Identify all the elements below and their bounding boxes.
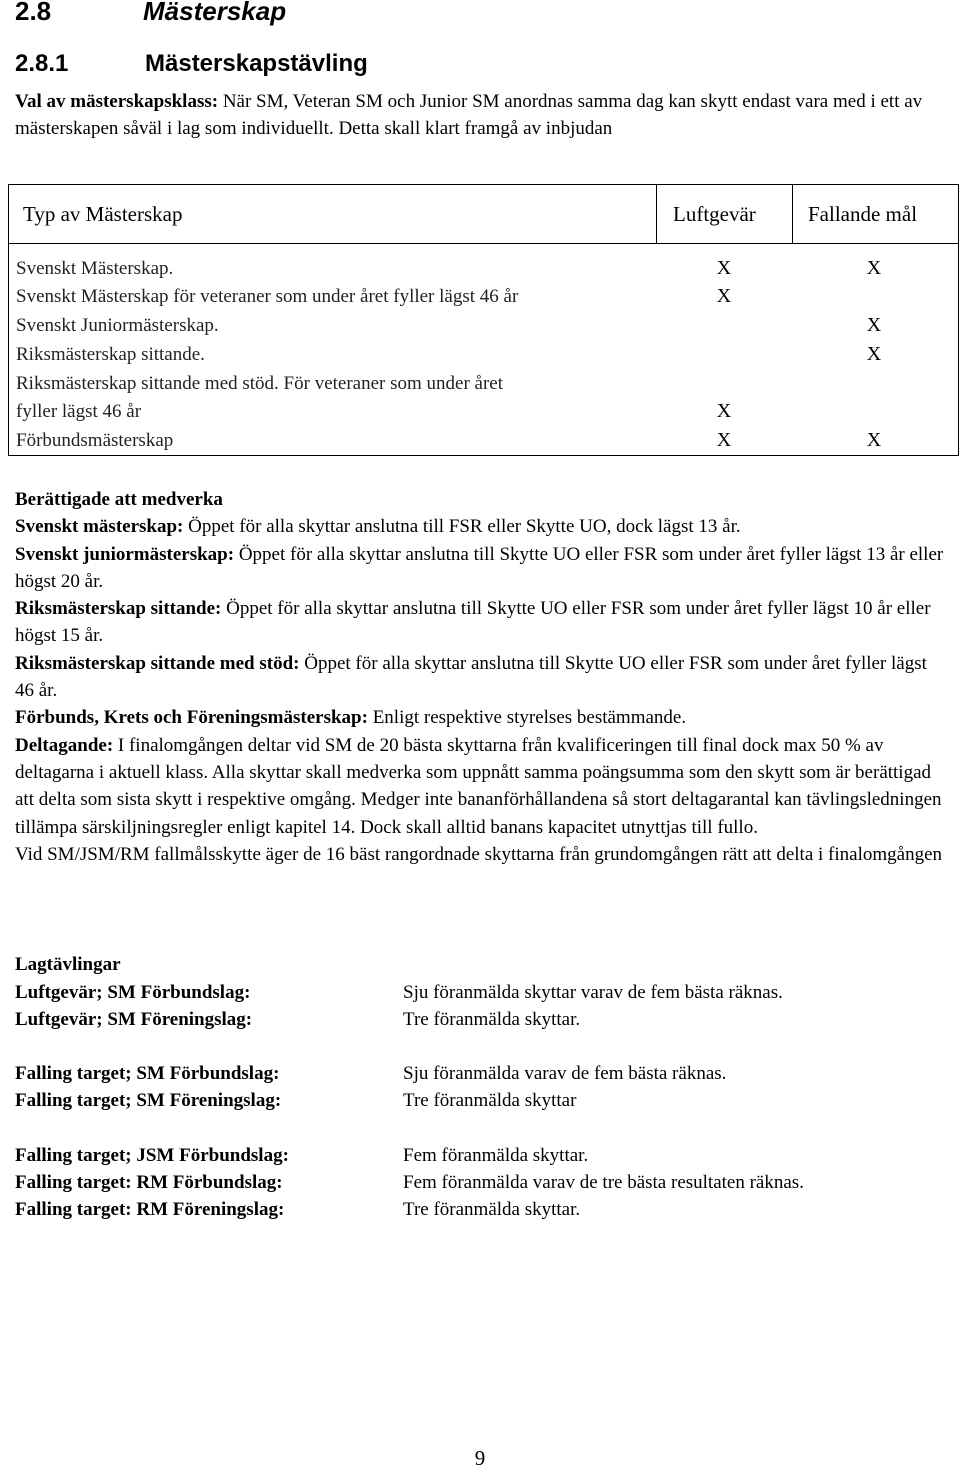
intro-label: Val av mästerskapsklass: — [15, 91, 219, 112]
team-label: Luftgevär; SM Föreningslag: — [15, 1009, 253, 1030]
team-label: Falling target: RM Förbundslag: — [15, 1172, 283, 1193]
table-header-air-rifle: Luftgevär — [673, 202, 756, 226]
eligibility-item: Svenskt mästerskap: Öppet för alla skyttar anslutna till FSR eller Skytte UO, dock lägst 13 år. — [15, 516, 741, 538]
eligibility-item: Riksmästerskap sittande: Öppet för alla skyttar anslutna till Skytte UO eller FSR som under året fyller lägst 10 år eller högst 15 år. — [15, 598, 931, 647]
team-label: Luftgevär; SM Förbundslag: — [15, 982, 251, 1003]
table-mark: X — [716, 400, 732, 422]
eligibility-section — [15, 486, 950, 868]
team-value: Tre föranmälda skyttar — [403, 1090, 577, 1111]
table-divider — [792, 185, 793, 243]
team-label: Falling target; JSM Förbundslag: — [15, 1145, 289, 1166]
team-value: Tre föranmälda skyttar. — [403, 1199, 581, 1220]
table-row-name: Förbundsmästerskap — [16, 430, 174, 451]
table-row-name: Riksmästerskap sittande med stöd. För veteraner som under året — [16, 373, 504, 394]
table-mark: X — [716, 429, 732, 451]
table-mark: X — [866, 314, 882, 336]
subsection-title: Mästerskapstävling — [145, 50, 368, 77]
table-mark: X — [866, 257, 882, 279]
table-mark: X — [866, 429, 882, 451]
championship-table — [8, 184, 959, 456]
team-value: Fem föranmälda skyttar. — [403, 1145, 589, 1166]
table-mark: X — [716, 285, 732, 307]
table-header-falling-target: Fallande mål — [808, 202, 918, 226]
table-divider — [656, 185, 657, 243]
team-label: Falling target; SM Förbundslag: — [15, 1063, 280, 1084]
subsection-number: 2.8.1 — [15, 50, 69, 77]
eligibility-item: Förbunds, Krets och Föreningsmästerskap: Enligt respektive styrelses bestämmande. — [15, 707, 687, 729]
team-value: Sju föranmälda varav de fem bästa räknas. — [403, 1063, 727, 1084]
team-label: Falling target: RM Föreningslag: — [15, 1199, 285, 1220]
intro-text: När SM, Veteran SM och Junior SM anordnas samma dag kan skytt endast vara med i ett av mästerskapen såväl i lag som individuellt. Detta skall klart framgå av inbjudan — [15, 91, 923, 139]
table-row-name: Svenskt Mästerskap för veteraner som under året fyller lägst 46 år — [16, 286, 519, 307]
team-value: Tre föranmälda skyttar. — [403, 1009, 581, 1030]
table-row-name: Svenskt Juniormästerskap. — [16, 315, 219, 336]
table-mark: X — [716, 257, 732, 279]
team-title: Lagtävlingar — [15, 954, 121, 975]
intro-paragraph — [15, 88, 950, 142]
eligibility-item: Svenskt juniormästerskap: Öppet för alla skyttar anslutna till Skytte UO eller FSR som under året fyller lägst 13 år eller högst 20 år. — [15, 543, 944, 592]
page-number: 9 — [474, 1446, 486, 1470]
subsection-heading — [15, 50, 368, 78]
team-value: Fem föranmälda varav de tre bästa resultaten räknas. — [403, 1172, 804, 1193]
team-value: Sju föranmälda skyttar varav de fem bästa räknas. — [403, 982, 783, 1003]
table-row-name: Svenskt Mästerskap. — [16, 258, 174, 279]
table-row-name-continued: fyller lägst 46 år — [16, 401, 142, 422]
table-header-type: Typ av Mästerskap — [23, 202, 183, 226]
section-title: Mästerskap — [143, 0, 287, 26]
final-note: Vid SM/JSM/RM fallmålsskytte äger de 16 bäst rangordnade skyttarna från grundomgången rätt att delta i finalomgången — [15, 843, 943, 865]
team-label: Falling target; SM Föreningslag: — [15, 1090, 282, 1111]
section-heading — [15, 0, 286, 27]
table-row-name: Riksmästerskap sittande. — [16, 344, 205, 365]
section-number: 2.8 — [15, 0, 52, 26]
eligibility-title: Berättigade att medverka — [15, 489, 223, 510]
eligibility-item: Riksmästerskap sittande med stöd: Öppet för alla skyttar anslutna till Skytte UO eller FSR som under året fyller lägst 46 år. — [15, 652, 927, 702]
table-mark: X — [866, 343, 882, 365]
eligibility-item: Deltagande: I finalomgången deltar vid SM de 20 bästa skyttarna från kvalificeringen till final dock max 50 % av deltagarna i aktuell klass. Alla skyttar skall medverka som uppnått samma poängsumma som den skytt som är berättigad att delta som sista skytt i respektive omgång. Medger inte bananförhållandena så stort deltagarantal kan tävlingsledningen tillämpa särskiljningsregler enligt kapitel 14. Dock skall alltid banans kapacitet utnyttjas till fullo. — [15, 734, 942, 838]
